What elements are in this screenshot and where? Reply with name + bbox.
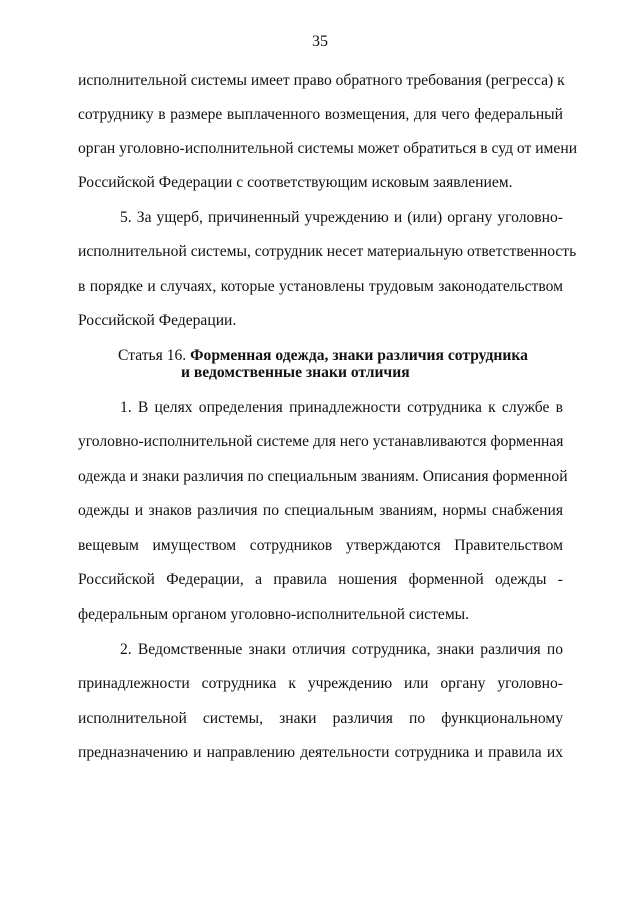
- text-line: Российской Федерации с соответствующим исковым заявлением.: [78, 174, 513, 191]
- text-line: предназначению и направлению деятельности сотрудника и правила их: [78, 744, 563, 761]
- text-line: сотруднику в размере выплаченного возмещения, для чего федеральный: [78, 106, 563, 123]
- text-line: исполнительной системы имеет право обратного требования (регресса) к: [78, 72, 565, 89]
- text-line: в порядке и случаях, которые установлены трудовым законодательством: [78, 278, 563, 295]
- text-line: 5. За ущерб, причиненный учреждению и (или) органу уголовно-: [120, 209, 563, 226]
- text-line: федеральным органом уголовно-исполнительной системы.: [78, 606, 470, 623]
- text-line: одежды и знаков различия по специальным званиям, нормы снабжения: [78, 502, 563, 519]
- text-line: 2. Ведомственные знаки отличия сотрудника, знаки различия по: [120, 641, 563, 658]
- text-line: исполнительной системы, сотрудник несет материальную ответственность: [78, 243, 577, 260]
- text-line: орган уголовно-исполнительной системы может обратиться в суд от имени: [78, 140, 578, 157]
- text-line: вещевым имуществом сотрудников утверждаются Правительством: [78, 537, 563, 554]
- text-line: принадлежности сотрудника к учреждению или органу уголовно-: [78, 675, 563, 692]
- article-number: Статья 16.: [118, 347, 187, 364]
- text-line: 1. В целях определения принадлежности сотрудника к службе в: [120, 399, 563, 416]
- text-line: одежда и знаки различия по специальным званиям. Описания форменной: [78, 468, 568, 485]
- article-title-line2: и ведомственные знаки отличия: [181, 364, 410, 381]
- text-line: Российской Федерации, а правила ношения форменной одежды -: [78, 571, 563, 588]
- page-number: 35: [312, 33, 328, 50]
- text-line: Российской Федерации.: [78, 312, 237, 329]
- article-title-line1: Форменная одежда, знаки различия сотрудника: [190, 347, 528, 364]
- text-line: исполнительной системы, знаки различия по функциональному: [78, 710, 563, 727]
- text-line: уголовно-исполнительной системе для него устанавливаются форменная: [78, 433, 564, 450]
- article-heading-line2: [181, 363, 410, 383]
